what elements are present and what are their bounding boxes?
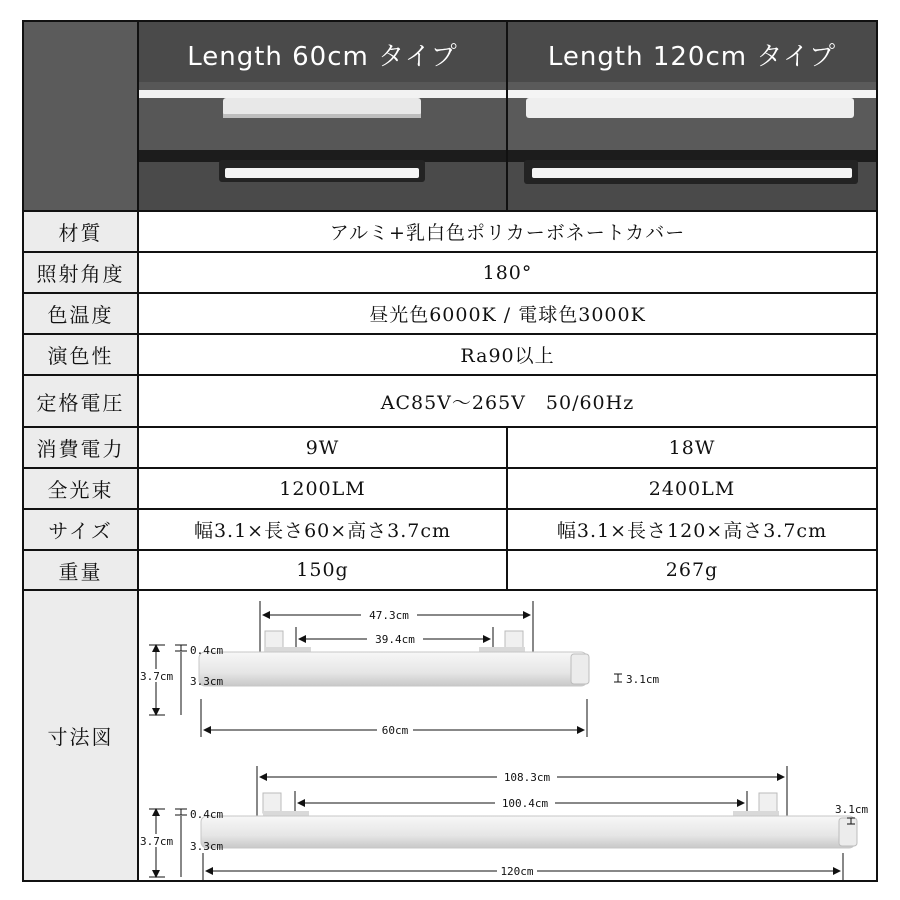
dimension-diagram — [139, 591, 876, 880]
dim-60-lip: 0.4cm — [190, 644, 224, 657]
dim-60-inner-span: 39.4cm — [375, 633, 415, 646]
row-label-voltage: 定格電圧 — [24, 376, 137, 426]
row-value-size-120: 幅3.1×長さ120×高さ3.7cm — [556, 520, 828, 542]
row-label-color-temp: 色温度 — [24, 294, 137, 333]
diagram-120cm — [139, 766, 868, 880]
divider — [506, 22, 508, 210]
dim-120-inner-span: 100.4cm — [501, 797, 549, 810]
row-label-lumens: 全光束 — [24, 469, 137, 508]
row-label-beam-angle: 照射角度 — [24, 253, 137, 292]
row-label-cri: 演色性 — [24, 335, 137, 374]
dim-60-width: 3.1cm — [626, 673, 660, 686]
row-value-size-60: 幅3.1×長さ60×高さ3.7cm — [193, 520, 452, 542]
header-60cm — [139, 22, 506, 210]
row-value-weight-60: 150g — [296, 559, 349, 581]
dim-120-height-total: 3.7cm — [140, 835, 174, 848]
row-label-weight: 重量 — [24, 551, 137, 589]
row-value-beam-angle: 180° — [482, 261, 533, 284]
row-value-color-temp: 昼光色6000K / 電球色3000K — [369, 304, 646, 326]
dim-60-height-body: 3.3cm — [190, 675, 224, 688]
spec-sheet — [22, 20, 878, 882]
row-value-lumens-60: 1200LM — [279, 477, 366, 500]
dim-120-bracket-span: 108.3cm — [503, 771, 551, 784]
dim-120-total-length: 120cm — [500, 865, 534, 878]
row-value-lumens-120: 2400LM — [648, 477, 736, 500]
dim-120-height-body: 3.3cm — [190, 840, 224, 853]
header-120cm-title: Length 120cm タイプ — [547, 42, 837, 72]
row-value-weight-120: 267g — [665, 559, 719, 581]
dim-120-lip: 0.4cm — [190, 808, 224, 821]
row-label-size: サイズ — [24, 510, 137, 549]
header-120cm — [508, 22, 876, 210]
row-label-material: 材質 — [24, 212, 137, 251]
diagram-60cm — [139, 601, 659, 737]
dim-60-total-length: 60cm — [381, 724, 409, 737]
dimension-drawing — [139, 591, 876, 880]
dim-60-height-total: 3.7cm — [140, 670, 174, 683]
dim-120-width: 3.1cm — [835, 803, 869, 816]
header-60cm-title: Length 60cm タイプ — [187, 42, 458, 72]
header-corner — [24, 22, 137, 210]
row-label-power: 消費電力 — [24, 428, 137, 467]
dim-60-bracket-span: 47.3cm — [369, 609, 409, 622]
row-label-dimension: 寸法図 — [24, 591, 137, 880]
row-value-power-60: 9W — [305, 436, 340, 459]
row-value-voltage: AC85V～265V 50/60Hz — [380, 391, 635, 414]
row-value-power-120: 18W — [668, 436, 716, 459]
row-value-material: アルミ+乳白色ポリカーボネートカバー — [329, 222, 686, 244]
row-value-cri: Ra90以上 — [460, 345, 555, 367]
